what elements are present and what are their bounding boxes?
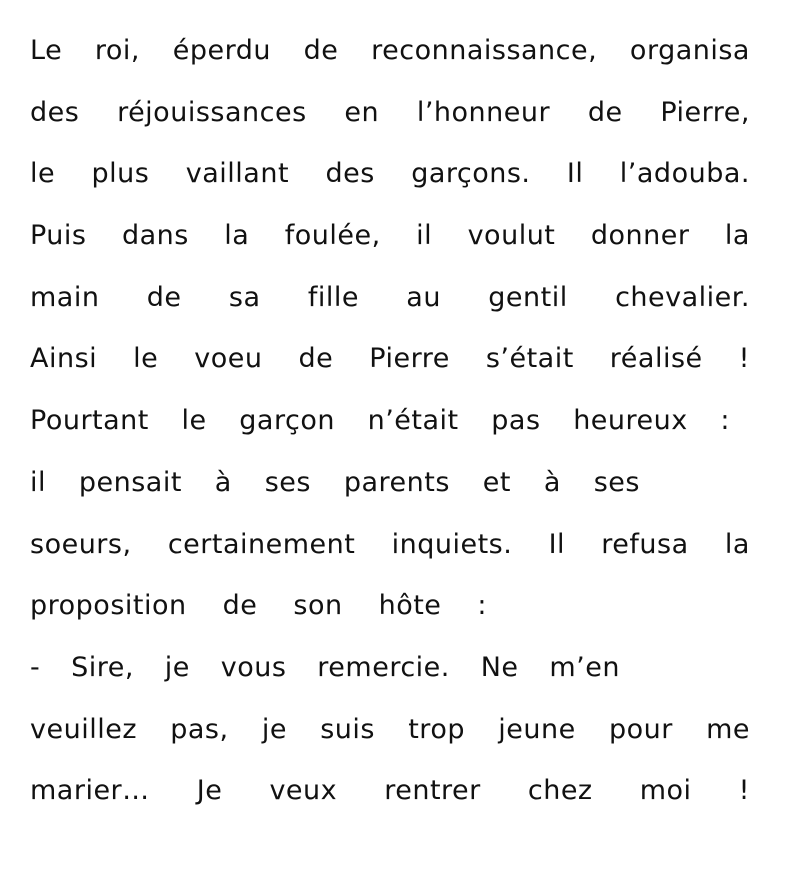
word: certainement: [167, 528, 356, 560]
word: Pourtant: [30, 405, 149, 437]
word: inquiets.: [391, 528, 513, 560]
text-line: [30, 452, 640, 514]
word: remercie.: [317, 651, 450, 683]
text-line: [30, 267, 750, 329]
word: la: [224, 220, 250, 252]
text-line: [30, 699, 750, 761]
text-line: [30, 637, 620, 699]
word: réjouissances: [117, 96, 307, 128]
word: pas,: [170, 713, 229, 745]
word: proposition: [30, 590, 187, 622]
word: reconnaissance,: [371, 35, 598, 66]
word: chez: [527, 775, 593, 807]
word: suis: [320, 713, 375, 745]
word: donner: [590, 220, 690, 252]
word: Ainsi: [30, 343, 98, 375]
word: foulée,: [284, 220, 381, 252]
word: dans: [121, 220, 189, 252]
word: le: [181, 405, 207, 437]
word: de: [303, 35, 339, 66]
word: au: [406, 281, 441, 313]
word: gentil: [488, 281, 568, 313]
word: de: [222, 590, 258, 622]
word: rentrer: [384, 775, 481, 807]
text-line: [30, 82, 750, 144]
text-line: [30, 20, 750, 82]
word: :: [720, 405, 730, 437]
word: le: [133, 343, 159, 375]
word: Ne: [480, 651, 519, 683]
text-line: [30, 143, 750, 205]
word: !: [738, 775, 750, 807]
word: pas: [491, 405, 541, 437]
word: je: [261, 713, 287, 745]
text-line: [30, 205, 750, 267]
word: fille: [307, 281, 359, 313]
word: chevalier.: [615, 281, 750, 313]
word: ses: [264, 466, 311, 498]
word: organisa: [629, 35, 750, 66]
word: l’adouba.: [619, 158, 750, 190]
word: Il: [548, 528, 566, 560]
word: des: [325, 158, 375, 190]
word: des: [30, 96, 80, 128]
word: moi: [639, 775, 692, 807]
word: réalisé: [609, 343, 703, 375]
word: refusa: [601, 528, 689, 560]
word: m’en: [549, 651, 620, 683]
word: éperdu: [172, 35, 271, 66]
word: le: [30, 158, 56, 190]
word: garçons.: [411, 158, 531, 190]
word: l’honneur: [416, 96, 551, 128]
word: à: [543, 466, 561, 498]
word: de: [298, 343, 334, 375]
word: voeu: [194, 343, 263, 375]
word: veux: [269, 775, 338, 807]
word: de: [587, 96, 623, 128]
text-line: [30, 328, 750, 390]
word: Sire,: [71, 651, 134, 683]
word: -: [30, 651, 41, 683]
word: la: [724, 220, 750, 252]
word: plus: [91, 158, 150, 190]
word: soeurs,: [30, 528, 132, 560]
word: Puis: [30, 220, 87, 252]
word: Je: [196, 775, 223, 807]
text-line: [30, 514, 750, 576]
text-line: [30, 390, 730, 452]
word: sa: [228, 281, 261, 313]
word: son: [293, 590, 343, 622]
word: ses: [593, 466, 640, 498]
word: la: [724, 528, 750, 560]
word: vous: [220, 651, 287, 683]
word: s’était: [485, 343, 574, 375]
word: trop: [408, 713, 465, 745]
word: voulut: [467, 220, 556, 252]
word: veuillez: [30, 713, 137, 745]
word: hôte: [378, 590, 442, 622]
text-line: [30, 575, 750, 637]
word: me: [706, 713, 750, 745]
word: parents: [343, 466, 450, 498]
word: il: [416, 220, 433, 252]
word: main: [30, 281, 100, 313]
word: de: [146, 281, 182, 313]
word: :: [477, 590, 488, 622]
word: n’était: [367, 405, 459, 437]
word: je: [164, 651, 190, 683]
word: en: [344, 96, 380, 128]
word: il: [30, 466, 47, 498]
word: pour: [608, 713, 673, 745]
word: jeune: [498, 713, 576, 745]
word: à: [214, 466, 232, 498]
word: marier…: [30, 775, 150, 807]
word: Il: [566, 158, 584, 190]
word: et: [482, 466, 511, 498]
text-line: [30, 760, 750, 822]
word: Pierre: [369, 343, 450, 375]
word: Pierre,: [660, 96, 750, 128]
word: vaillant: [185, 158, 290, 190]
story-text: [30, 20, 750, 822]
word: Le: [30, 35, 63, 66]
word: !: [738, 343, 750, 375]
word: heureux: [573, 405, 688, 437]
word: roi,: [94, 35, 141, 66]
word: garçon: [239, 405, 335, 437]
word: pensait: [78, 466, 182, 498]
